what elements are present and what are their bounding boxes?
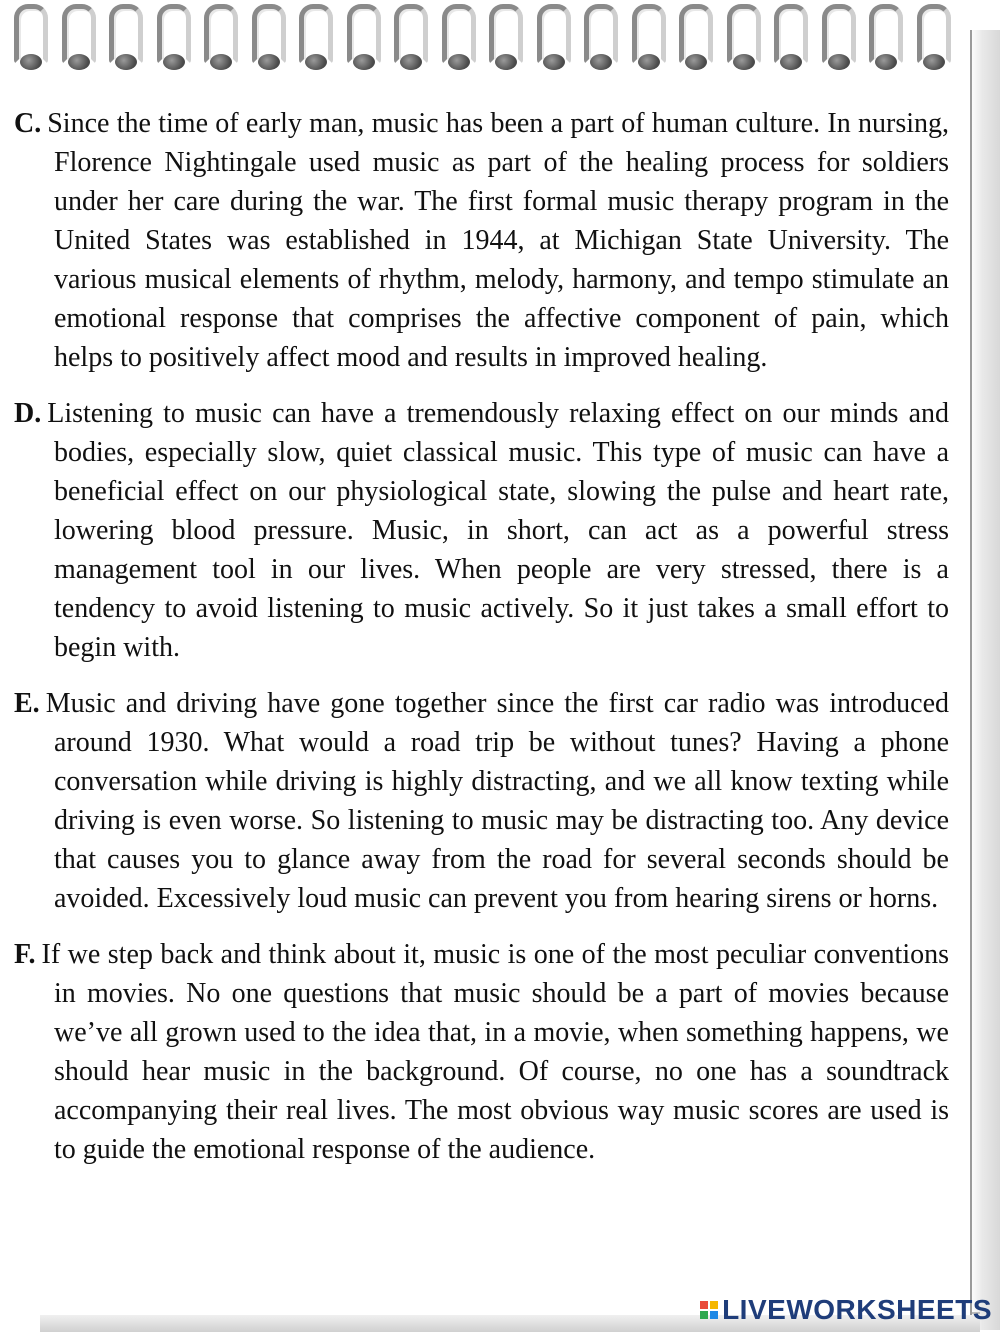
spiral-hole: [543, 54, 565, 70]
spiral-ring: [153, 4, 193, 76]
spiral-ring: [343, 4, 383, 76]
spiral-ring: [580, 4, 620, 76]
spiral-ring: [58, 4, 98, 76]
spiral-hole: [305, 54, 327, 70]
spiral-ring: [248, 4, 288, 76]
spiral-ring: [770, 4, 810, 76]
spiral-hole: [258, 54, 280, 70]
liveworksheets-logo-text: LIVEWORKSHEETS: [722, 1294, 992, 1325]
spiral-ring: [438, 4, 478, 76]
spiral-ring: [485, 4, 525, 76]
spiral-ring: [913, 4, 953, 76]
liveworksheets-logo-icon: [700, 1301, 718, 1319]
spiral-hole: [923, 54, 945, 70]
paragraph-body: Music and driving have gone together since the first car radio was introduced around 1930. What would a road trip be without tunes? Having a phone conversation while driving is highly distracting, and we all know texting while driving is even worse. So listening to music may be distracting too. Any device that causes you to glance away from the road for several seconds should be avoided. Excessively loud music can prevent you from hearing sirens or horns.: [45, 688, 949, 914]
spiral-hole: [638, 54, 660, 70]
notebook-edge-right: [968, 30, 1000, 1330]
paragraph-body: If we step back and think about it, music is one of the most peculiar conventions in movies. No one questions that music should be a part of movies because we’ve all grown used to the idea that, in a movie, when something happens, we should hear music in the background. Of course, no one has a soundtrack accompanying their real lives. The most obvious way music scores are used is to guide the emotional response of the audience.: [41, 939, 949, 1165]
spiral-binding: [10, 0, 970, 80]
paragraph-body: Listening to music can have a tremendously relaxing effect on our minds and bodies, especially slow, quiet classical music. This type of music can have a beneficial effect on our physiological state, slowing the pulse and heart rate, lowering blood pressure. Music, in short, can act as a powerful stress management tool in our lives. When people are very stressed, there is a tendency to avoid listening to music actively. So it just takes a small effort to begin with.: [47, 398, 949, 663]
spiral-hole: [495, 54, 517, 70]
liveworksheets-logo: [700, 1294, 992, 1326]
spiral-hole: [780, 54, 802, 70]
spiral-hole: [163, 54, 185, 70]
spiral-ring: [10, 4, 50, 76]
spiral-ring: [865, 4, 905, 76]
spiral-hole: [210, 54, 232, 70]
logo-square: [710, 1301, 718, 1309]
logo-square: [700, 1301, 708, 1309]
spiral-hole: [828, 54, 850, 70]
spiral-hole: [68, 54, 90, 70]
spiral-ring: [628, 4, 668, 76]
spiral-ring: [675, 4, 715, 76]
paragraph-letter: C.: [14, 108, 42, 139]
spiral-ring: [390, 4, 430, 76]
spiral-hole: [353, 54, 375, 70]
paragraph-letter: D.: [14, 398, 42, 429]
spiral-hole: [590, 54, 612, 70]
paragraph-body: Since the time of early man, music has been a part of human culture. In nursing, Florence Nightingale used music as part of the healing process for soldiers under her care during the war. The first formal music therapy program in the United States was established in 1944, at Michigan State University. The various musical elements of rhythm, melody, harmony, and tempo stimulate an emotional response that comprises the affective component of pain, which helps to positively affect mood and results in improved healing.: [47, 108, 949, 373]
spiral-hole: [875, 54, 897, 70]
spiral-hole: [20, 54, 42, 70]
paragraph-letter: E.: [14, 688, 40, 719]
spiral-hole: [115, 54, 137, 70]
spiral-hole: [685, 54, 707, 70]
spiral-ring: [295, 4, 335, 76]
spiral-ring: [723, 4, 763, 76]
paragraph-e: [14, 684, 949, 918]
spiral-ring: [200, 4, 240, 76]
reading-text: [14, 104, 949, 1186]
logo-square: [710, 1311, 718, 1319]
logo-square: [700, 1311, 708, 1319]
spiral-ring: [105, 4, 145, 76]
paragraph-f: [14, 935, 949, 1169]
paragraph-c: [14, 104, 949, 377]
spiral-hole: [733, 54, 755, 70]
paragraph-letter: F.: [14, 939, 36, 970]
spiral-hole: [448, 54, 470, 70]
spiral-ring: [818, 4, 858, 76]
spiral-hole: [400, 54, 422, 70]
spiral-ring: [533, 4, 573, 76]
paragraph-d: [14, 394, 949, 667]
